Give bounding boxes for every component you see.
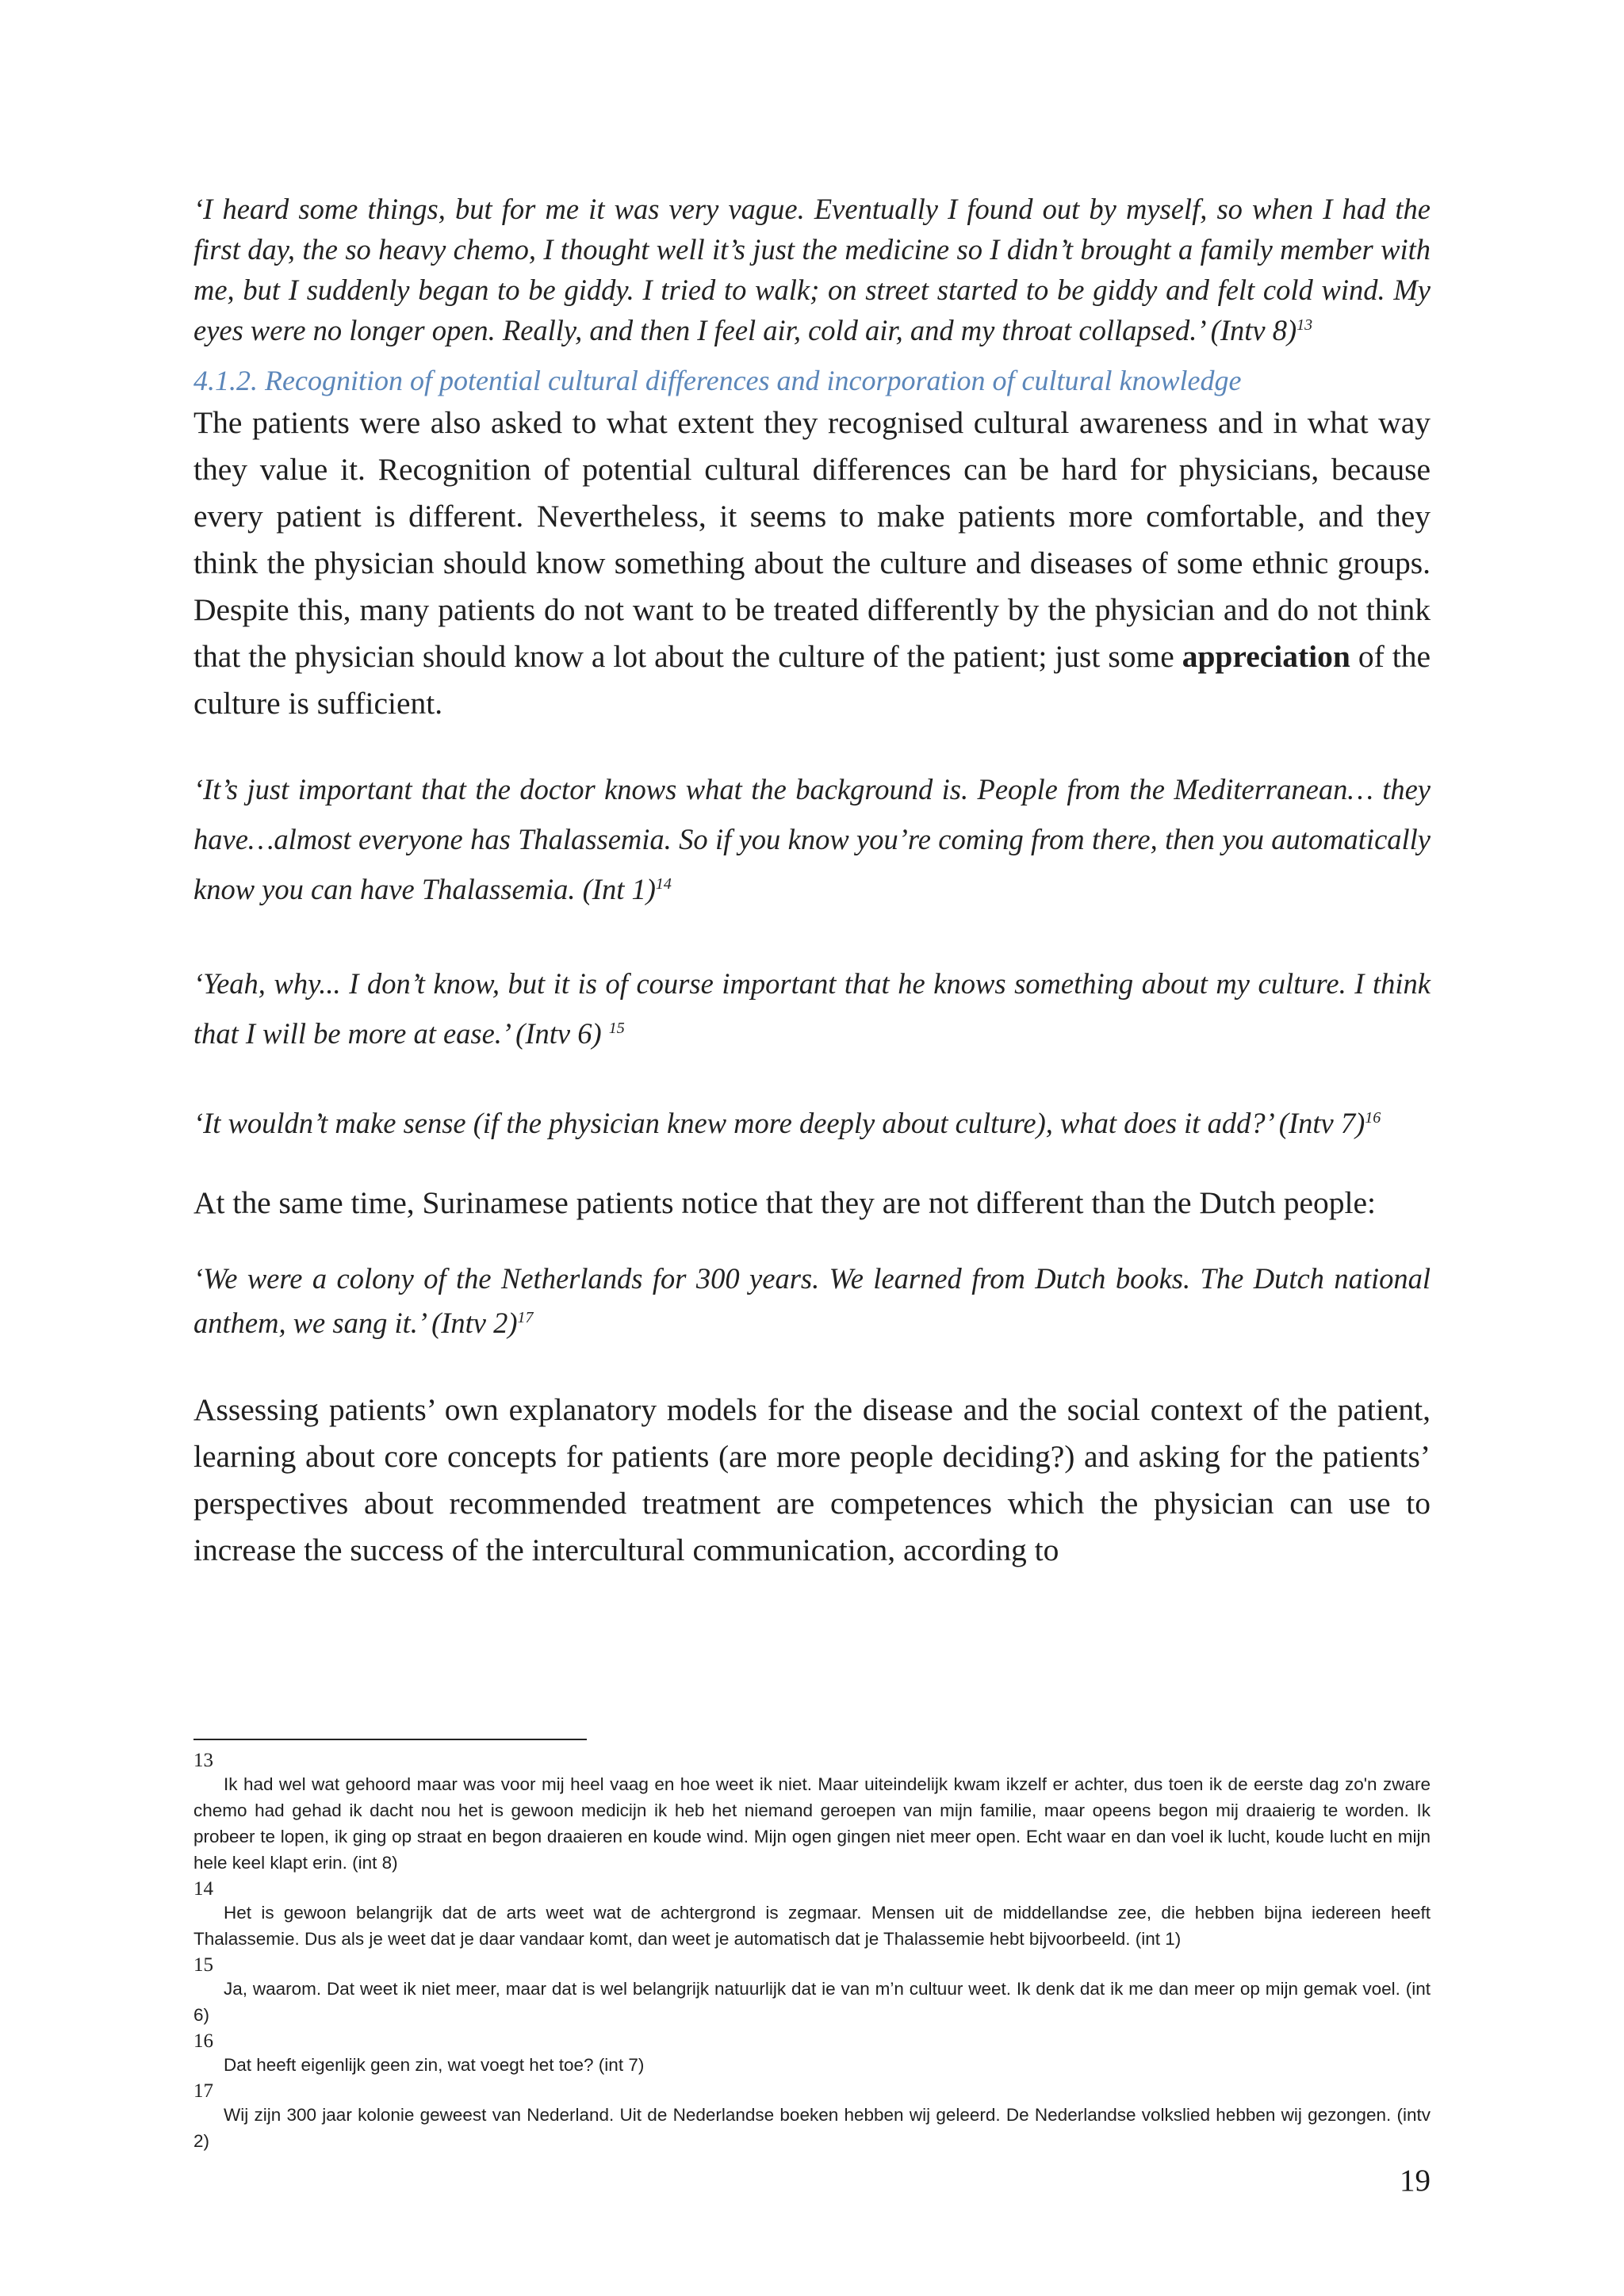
main-content — [193, 189, 1431, 1574]
footnotes — [193, 1751, 1431, 2157]
quote-intv7 — [193, 1103, 1431, 1143]
footnote-15 — [193, 1955, 1431, 2028]
body-paragraph-2: At the same time, Surinamese patients notice that they are not different than the Dutch people: — [193, 1185, 1377, 1220]
body-paragraph-1 — [193, 400, 1431, 727]
footnote-ref[interactable]: 16 — [1365, 1108, 1381, 1127]
footnote-number: 14 — [193, 1878, 213, 1900]
quote-text: ‘Yeah, why... I don’t know, but it is of course important that he knows something about my culture. I think that I will be more at ease.’ (Intv 6) — [193, 967, 1431, 1050]
quote-intv8 — [193, 189, 1431, 350]
footnote-ref[interactable]: 13 — [1297, 316, 1313, 334]
footnote-text: Wij zijn 300 jaar kolonie geweest van Nederland. Uit de Nederlandse boeken hebben wij geleerd. De Nederlandse volkslied hebben wij gezongen. (intv 2) — [193, 2105, 1431, 2151]
footnote-number: 16 — [193, 2030, 213, 2052]
quote-intv6 — [193, 959, 1431, 1058]
quote-text: ‘It’s just important that the doctor knows what the background is. People from the Mediterranean… they have…almost everyone has Thalassemia. So if you know you’re coming from there, then you automatically know you can have Thalassemia. (Int 1) — [193, 773, 1431, 905]
footnote-ref[interactable]: 15 — [608, 1019, 625, 1037]
quote-text: ‘It wouldn’t make sense (if the physician knew more deeply about culture), what does it add?’ (Intv 7) — [193, 1107, 1365, 1139]
footnote-13 — [193, 1751, 1431, 1876]
footnote-ref[interactable]: 17 — [517, 1308, 534, 1326]
footnote-number: 17 — [193, 2080, 213, 2102]
footnote-number: 15 — [193, 1954, 213, 1976]
body-paragraph-3: Assessing patients’ own explanatory models for the disease and the social context of the patient, learning about core concepts for patients (are more people deciding?) and asking for the patients’ perspectives about recommended treatment are competences which the physician can use to increase the success of the intercultural communication, according to — [193, 1392, 1431, 1567]
footnote-ref[interactable]: 14 — [655, 874, 672, 893]
paragraph-text: The patients were also asked to what extent they recognised cultural awareness and in what way they value it. Recognition of potential cultural differences can be hard for physicians, because every patient is different. Nevertheless, it seems to make patients more comfortable, and they think the physician should know something about the culture and diseases of some ethnic groups. Despite this, many patients do not want to be treated differently by the physician and do not think that the physician should know a lot about the culture of the patient; just some — [193, 405, 1431, 674]
section-heading: 4.1.2. Recognition of potential cultural differences and incorporation of cultural knowledge — [193, 365, 1242, 396]
page-number: 19 — [1400, 2164, 1431, 2198]
footnote-14 — [193, 1879, 1431, 1952]
footnote-number: 13 — [193, 1750, 213, 1771]
quote-text: ‘I heard some things, but for me it was very vague. Eventually I found out by myself, so when I had the first day, the so heavy chemo, I thought well it’s just the medicine so I didn’t brought a family member with me, but I suddenly began to be giddy. I tried to walk; on street started to be giddy and felt cold wind. My eyes were no longer open. Really, and then I feel air, cold air, and my throat collapsed.’ (Intv 8) — [193, 193, 1431, 346]
footnote-16 — [193, 2031, 1431, 2078]
quote-int1 — [193, 764, 1431, 914]
paragraph-text-end: of the culture is sufficient. — [193, 639, 1431, 721]
footnote-text: Het is gewoon belangrijk dat de arts weet wat de achtergrond is zegmaar. Mensen uit de middellandse zee, die hebben bijna iedereen heeft Thalassemie. Dus als je weet dat je daar vandaar komt, dan weet je automatisch dat je Thalassemie hebt bijvoorbeeld. (int 1) — [193, 1903, 1431, 1949]
quote-text: ‘We were a colony of the Netherlands for 300 years. We learned from Dutch books. The Dutch national anthem, we sang it.’ (Intv 2) — [193, 1262, 1431, 1339]
footnote-text: Ja, waarom. Dat weet ik niet meer, maar dat is wel belangrijk natuurlijk dat ie van m’n cultuur weet. Ik denk dat ik me dan meer op mijn gemak voel. (int 6) — [193, 1979, 1431, 2025]
footnote-text: Dat heeft eigenlijk geen zin, wat voegt het toe? (int 7) — [224, 2055, 645, 2075]
quote-intv2 — [193, 1257, 1431, 1345]
footnote-17 — [193, 2081, 1431, 2154]
footnote-separator — [193, 1739, 587, 1740]
bold-term: appreciation — [1182, 639, 1350, 674]
footnote-text: Ik had wel wat gehoord maar was voor mij heel vaag en hoe weet ik niet. Maar uiteindelijk kwam ikzelf er achter, dus toen ik de eerste dag zo'n zware chemo had gehad ik dacht nou het is gewoon medicijn ik heb het niemand geroepen van mijn familie, maar opeens begon mij draaierig te worden. Ik probeer te lopen, ik ging op straat en begon draaieren en koude wind. Mijn ogen gingen niet meer open. Echt waar en dan voel ik lucht, koude lucht en mijn hele keel klapt erin. (int 8) — [193, 1774, 1431, 1873]
